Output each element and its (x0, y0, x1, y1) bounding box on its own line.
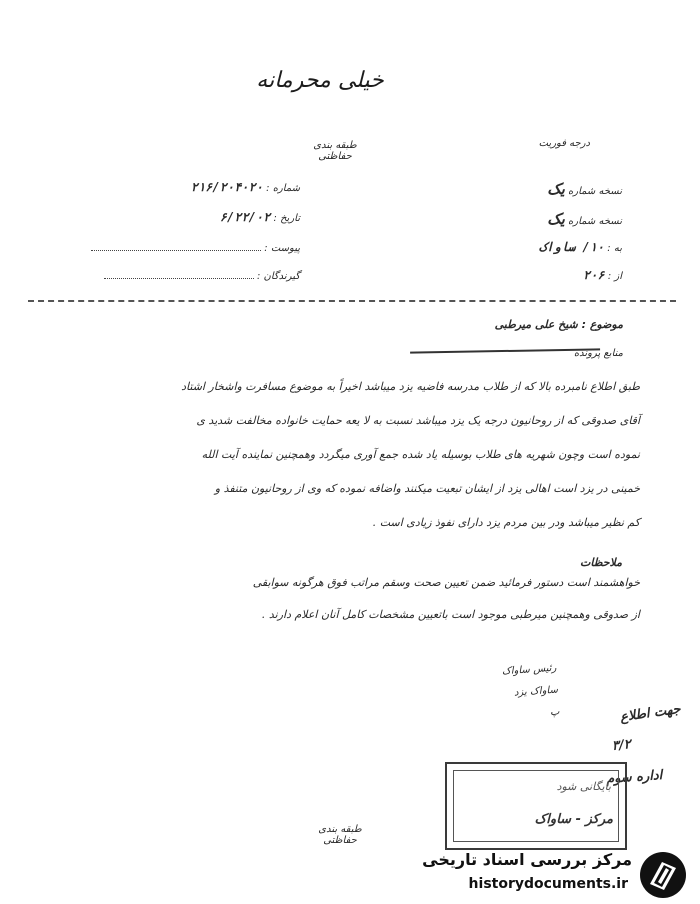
to-value: ۱۰/ ساواک (539, 240, 605, 254)
signature-line-3: پ (549, 706, 560, 719)
watermark-url: historydocuments.ir (468, 876, 628, 892)
date-field: تاریخ : ۶/۲۲/۰۲ (219, 210, 300, 224)
body-line-2: آقای صدوقی که از روحانیون درجه یک یزد میباشد نسبت به لا یعه حمایت خانواده مخالفت شدید ی (196, 414, 640, 427)
copies-value: یک (547, 210, 565, 228)
urgency-label: درجه فوریت (538, 138, 590, 149)
copies-field (400, 210, 622, 228)
archive-stamp (445, 762, 627, 850)
body-line-5: کم نظیر میباشد ودر بین مردم یزد دارای نفوذ زیادی است . (372, 516, 640, 529)
watermark-name: مرکز بررسی اسناد تاریخی (422, 850, 632, 869)
recipients-field: گیرندگان : (60, 268, 300, 282)
number-field: شماره : ۲۱۶/۲۰۴۰۲۰ (190, 180, 300, 194)
footer-classification: طبقه بندی حفاظتی (318, 824, 362, 846)
attachment-label: پیوست (270, 243, 300, 254)
to-field: به : ۱۰/ ساواک (539, 240, 622, 254)
header-divider (28, 300, 676, 302)
copy-no-value: یک (547, 180, 565, 198)
recipients-dots (104, 268, 254, 279)
note-line-1: خواهشمند است دستور فرمائید ضمن تعیین صحت وسقم مراتب فوق هرگونه سوابقی (252, 576, 640, 589)
document-archive-logo-icon (638, 850, 688, 900)
signature-line-1: رئیس ساواک (501, 662, 557, 678)
body-line-3: نموده است وچون شهریه های طلاب بوسیله یاد شده جمع آوری میگردد وهمچنین نماینده آیت الله (201, 448, 640, 461)
signature-block (486, 658, 560, 729)
attachment-dots (91, 240, 261, 251)
source-label: منابع پرونده (573, 348, 623, 359)
from-value: ۲۰۶ (582, 268, 605, 282)
stamp-line-2: مرکز - ساواک (534, 812, 613, 827)
number-value: ۲۱۶/۲۰۴۰۲۰ (190, 180, 263, 194)
copy-no-field (400, 180, 622, 198)
copies-label: نسخه شماره (568, 216, 622, 227)
watermark (422, 844, 692, 902)
body-line-4: خمینی در یزد است اهالی یزد از ایشان تبعیت میکنند واضافه نموده که وی از روحانیون متنفذ و (214, 482, 640, 495)
classification-header: طبقه بندی حفاظتی (313, 140, 357, 162)
from-label: از (614, 271, 622, 282)
note-label: ملاحظات (580, 556, 622, 569)
date-label: تاریخ (280, 213, 300, 224)
note-line-2: از صدوقی وهمچنین میرطبی موجود است باتعیین مشخصات کامل آنان اعلام دارند . (261, 608, 640, 621)
margin-note-3: اداره سوم (605, 768, 663, 787)
margin-note-2: ۳/۲ (611, 737, 632, 754)
body-line-1: طبق اطلاع نامبرده بالا که از طلاب مدرسه فاضیه یزد میباشد اخیراً به موضوع مسافرت واشخار اشتاد (181, 380, 640, 393)
date-value: ۶/۲۲/۰۲ (219, 210, 271, 224)
document-title: خیلی محرمانه (256, 68, 384, 93)
margin-note-1: جهت اطلاع (619, 701, 682, 726)
attachment-field: پیوست : (60, 240, 300, 254)
recipients-label: گیرندگان (263, 271, 300, 282)
copy-no-label: نسخه شماره (568, 186, 622, 197)
from-field: از : ۲۰۶ (582, 268, 622, 282)
number-label: شماره (272, 183, 300, 194)
stamp-line-1: بایگانی شود (556, 780, 611, 793)
to-label: به (613, 243, 622, 254)
signature-line-2: ساواک یزد (513, 684, 559, 699)
subject-line: موضوع : شیخ علی میرطبی (494, 318, 623, 331)
